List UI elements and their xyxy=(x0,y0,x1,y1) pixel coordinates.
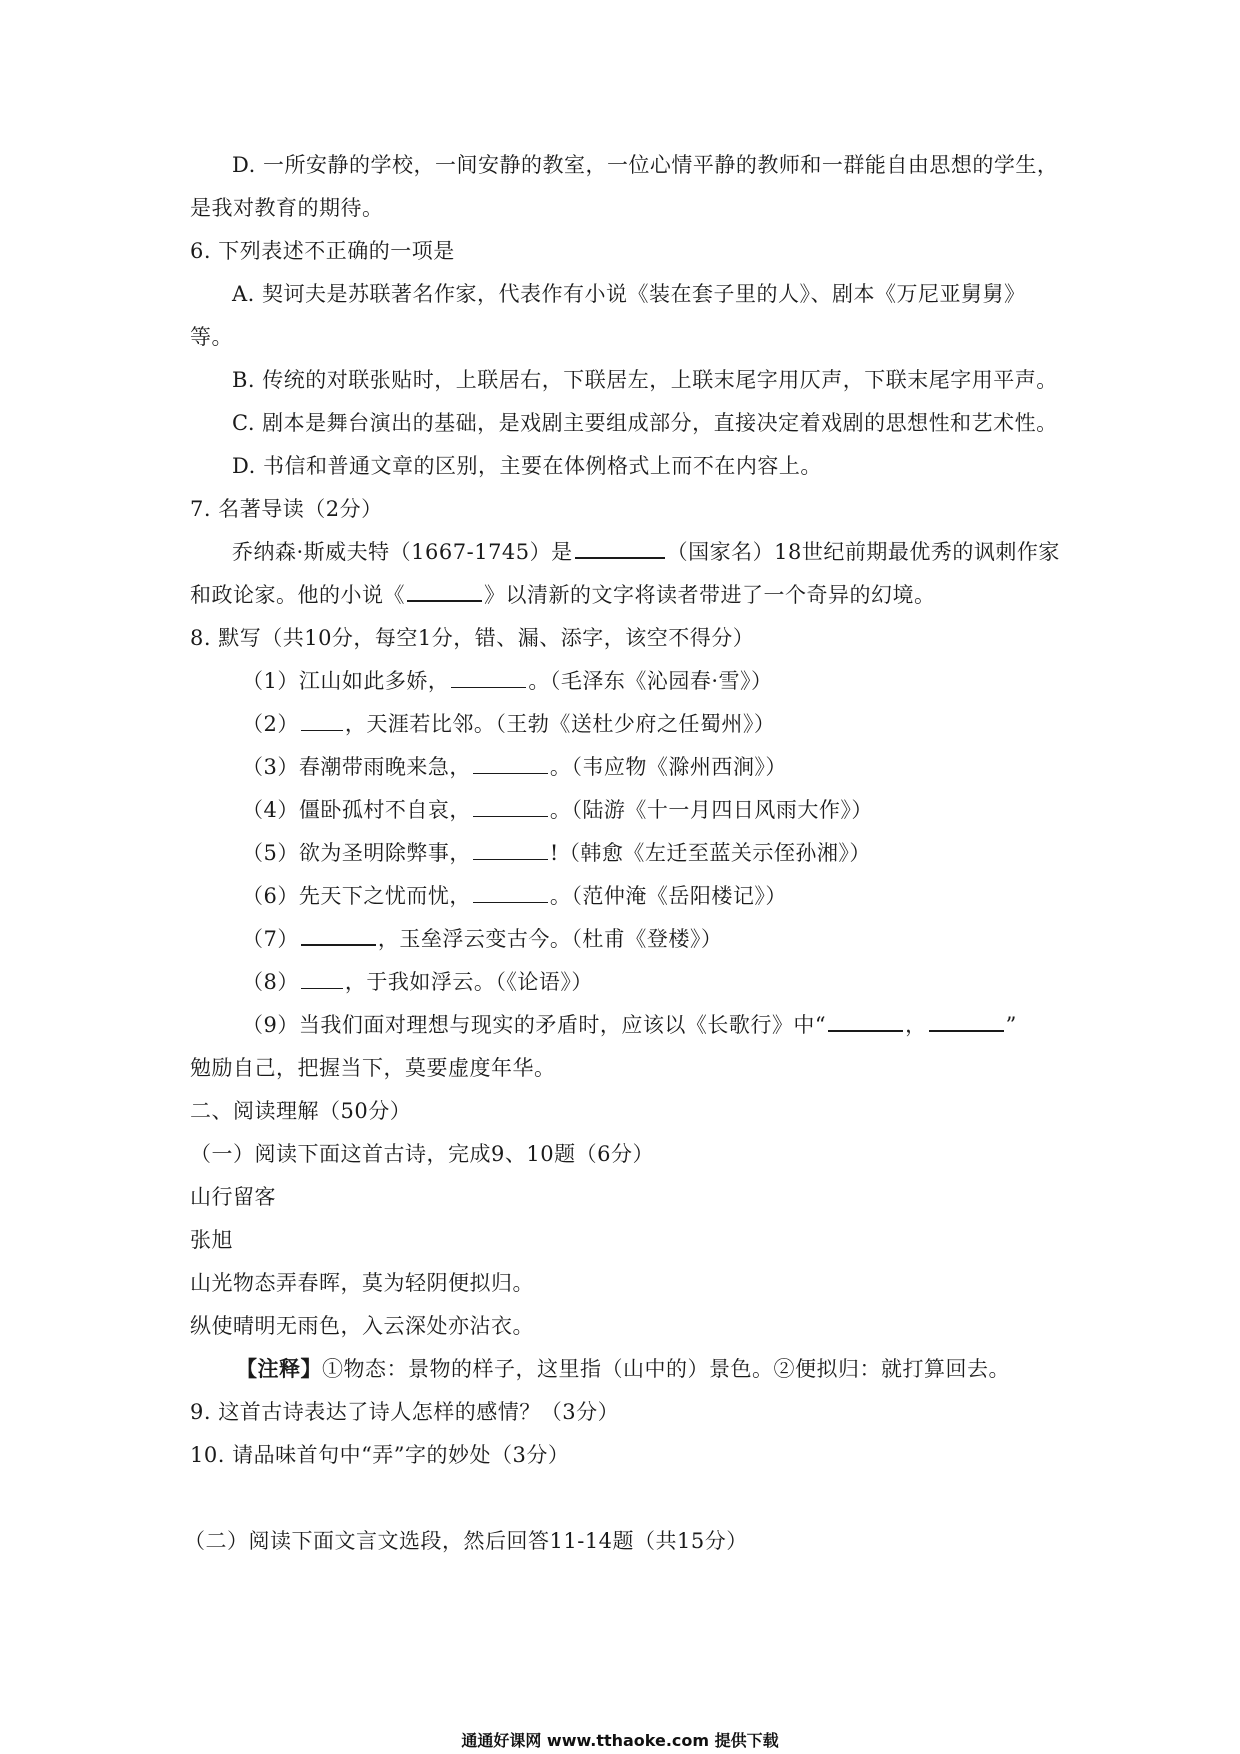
q8-2-blank xyxy=(301,710,343,731)
question-10: 10. 请品味首句中“弄”字的妙处（3分） xyxy=(190,1443,570,1467)
question-9: 9. 这首古诗表达了诗人怎样的感情？（3分） xyxy=(190,1400,620,1424)
q8-4-blank xyxy=(473,796,548,817)
q7-line2-text-b: 》以清新的文字将读者带进了一个奇异的幻境。 xyxy=(484,583,936,607)
poem-line-1: 山光物态弄春晖，莫为轻阴便拟归。 xyxy=(190,1271,534,1295)
q8-3-text-a: （3）春潮带雨晚来急， xyxy=(242,755,471,779)
q8-item-9 xyxy=(242,1010,1017,1040)
q8-item-2 xyxy=(242,709,775,739)
q8-8-text-a: （8） xyxy=(242,970,299,994)
q8-item-6 xyxy=(242,881,787,911)
q8-9-comma: ， xyxy=(905,1013,927,1037)
q8-6-text-b: 。（范仲淹《岳阳楼记》） xyxy=(549,884,787,908)
q8-5-text-a: （5）欲为圣明除弊事， xyxy=(242,841,471,865)
part-2-heading: （二）阅读下面文言文选段，然后回答11-14题（共15分） xyxy=(184,1529,748,1553)
q8-item-9-line2: 勉励自己，把握当下，莫要虚度年华。 xyxy=(190,1056,556,1080)
q7-line2 xyxy=(190,580,936,610)
q7-line2-text-a: 和政论家。他的小说《 xyxy=(190,583,405,607)
poem-title: 山行留客 xyxy=(190,1185,276,1209)
q8-2-text-b: ，天涯若比邻。（王勃《送杜少府之任蜀州》） xyxy=(344,712,776,736)
q8-9-blank-1 xyxy=(828,1010,903,1032)
q6-option-d: D. 书信和普通文章的区别，主要在体例格式上而不在内容上。 xyxy=(232,454,822,478)
q8-4-text-b: 。（陆游《十一月四日风雨大作》） xyxy=(549,798,873,822)
q6-option-c: C. 剧本是舞台演出的基础，是戏剧主要组成部分，直接决定着戏剧的思想性和艺术性。 xyxy=(232,411,1058,435)
option-d-line1: D. 一所安静的学校，一间安静的教室，一位心情平静的教师和一群能自由思想的学生， xyxy=(232,153,1059,177)
footer-source: 通通好课网 www.tthaoke.com 提供下载 xyxy=(461,1731,779,1750)
note-text: ①物态：景物的样子，这里指（山中的）景色。②便拟归：就打算回去。 xyxy=(322,1357,1010,1381)
q8-7-blank xyxy=(301,924,376,946)
novel-title-blank xyxy=(407,580,482,602)
section-2-heading: 二、阅读理解（50分） xyxy=(190,1099,412,1123)
q8-item-5 xyxy=(242,838,871,868)
q6-option-a-line1: A. 契诃夫是苏联著名作家，代表作有小说《装在套子里的人》、剧本《万尼亚舅舅》 xyxy=(232,282,1026,306)
q8-3-blank xyxy=(473,753,548,774)
q8-6-blank xyxy=(473,882,548,903)
q8-1-blank xyxy=(451,667,526,688)
q8-8-blank xyxy=(301,968,343,989)
poem-notes xyxy=(236,1354,1010,1384)
q8-item-7 xyxy=(242,924,722,954)
q8-5-blank xyxy=(473,839,548,860)
q8-8-text-b: ，于我如浮云。（《论语》） xyxy=(344,970,593,994)
q8-7-text-b: ，玉垒浮云变古今。（杜甫《登楼》） xyxy=(377,927,723,951)
option-d-line2: 是我对教育的期待。 xyxy=(190,196,384,220)
q8-1-text-b: 。（毛泽东《沁园春·雪》） xyxy=(528,669,773,693)
q8-4-text-a: （4）僵卧孤村不自哀， xyxy=(242,798,471,822)
q8-item-1 xyxy=(242,666,773,696)
q8-item-4 xyxy=(242,795,873,825)
q6-option-a-line2: 等。 xyxy=(190,325,233,349)
q8-2-text-a: （2） xyxy=(242,712,299,736)
question-6: 6. 下列表述不正确的一项是 xyxy=(190,239,455,263)
question-8: 8. 默写（共10分，每空1分，错、漏、添字，该空不得分） xyxy=(190,626,755,650)
q7-line1-text-b: （国家名）18世纪前期最优秀的讽刺作家 xyxy=(666,540,1060,564)
poem-author: 张旭 xyxy=(190,1228,233,1252)
q8-item-8 xyxy=(242,967,593,997)
q7-line1 xyxy=(232,537,1060,567)
q8-5-text-b: !（韩愈《左迁至蓝关示侄孙湘》） xyxy=(549,841,871,865)
q8-item-3 xyxy=(242,752,787,782)
q7-line1-text-a: 乔纳森·斯威夫特（1667-1745）是 xyxy=(232,540,573,564)
q8-9-text-a: （9）当我们面对理想与现实的矛盾时，应该以《长歌行》中“ xyxy=(242,1013,827,1037)
q6-option-b: B. 传统的对联张贴时，上联居右，下联居左，上联末尾字用仄声，下联末尾字用平声。 xyxy=(232,368,1058,392)
q8-7-text-a: （7） xyxy=(242,927,299,951)
question-7: 7. 名著导读（2分） xyxy=(190,497,383,521)
q8-9-blank-2 xyxy=(929,1010,1004,1032)
q8-3-text-b: 。（韦应物《滁州西涧》） xyxy=(549,755,787,779)
q8-1-text-a: （1）江山如此多娇， xyxy=(242,669,450,693)
part-1-heading: （一）阅读下面这首古诗，完成9、10题（6分） xyxy=(190,1142,654,1166)
note-label: 【注释】 xyxy=(236,1356,322,1381)
q8-6-text-a: （6）先天下之忧而忧， xyxy=(242,884,471,908)
poem-line-2: 纵使晴明无雨色，入云深处亦沾衣。 xyxy=(190,1314,534,1338)
q8-9-close-quote: ” xyxy=(1005,1013,1017,1037)
country-blank xyxy=(575,537,665,559)
